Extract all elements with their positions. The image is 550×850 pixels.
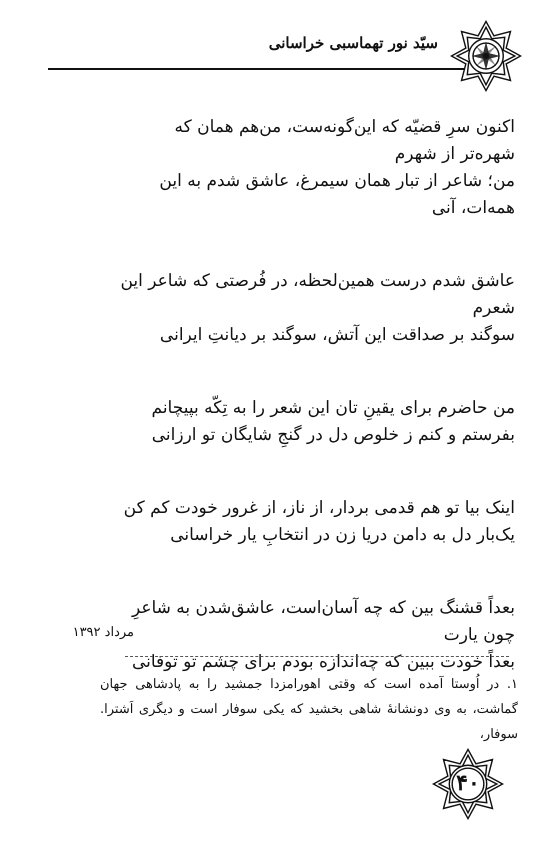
poem-line: بفرستم و کنم ز خلوص دل در گنجِ شایگان تو ارزانی <box>151 425 515 445</box>
stanza <box>120 395 515 449</box>
footnote: ۱. در اُوستا آمده است که وقتی اهورامزدا جمشید را به پادشاهی جهان گماشت، به وی دونشانهٔ شاهی بخشید که یکی سوفار است و دیگری اَشترا. سوفار، <box>100 677 518 742</box>
poem-line: اینک بیا تو هم قدمی بردار، از ناز، از غرور خودت کم کن <box>123 498 515 518</box>
stanza <box>120 114 515 222</box>
poem-line: بعداً خودت ببین که چه‌اندازه بودم برای چشم تو توفانی <box>131 652 515 672</box>
poem-date: مرداد ۱۳۹۲ <box>72 625 134 640</box>
header-rule <box>48 68 464 70</box>
star-ornament-icon <box>450 20 522 92</box>
stanza <box>120 595 515 676</box>
page-number: ۴۰ <box>456 770 480 796</box>
poem-line: من حاضرم برای یقینِ تان این شعر را به تِکّه بپیچانم <box>151 398 515 418</box>
poem-line: یک‌بار دل به دامن دریا زن در انتخابِ یار خراسانی <box>170 525 515 545</box>
poem-line: سوگند بر صداقت این آتش، سوگند بر دیانتِ ایرانی <box>159 325 515 345</box>
poem-line: عاشق شدم درست همین‌لحظه، در فُرصتی که شاعر این شعرم <box>120 271 515 318</box>
footnote-divider <box>125 656 509 657</box>
poem-line: من؛ شاعر از تبار همان سیمرغ، عاشق شدم به این همه‌ات، آنی <box>159 171 515 218</box>
poem-body <box>120 114 515 676</box>
stanza <box>120 268 515 349</box>
running-header-title: سیّد نور تهماسبی خراسانی <box>268 34 438 52</box>
poem-line: اکنون سرِ قضیّه که این‌گونه‌ست، من‌هم همان که شهره‌تر از شهرم <box>174 117 515 164</box>
poem-line: بعداً قشنگ بین که چه آسان‌است، عاشق‌شدن به شاعرِ چون یارت <box>131 598 515 645</box>
stanza <box>120 495 515 549</box>
